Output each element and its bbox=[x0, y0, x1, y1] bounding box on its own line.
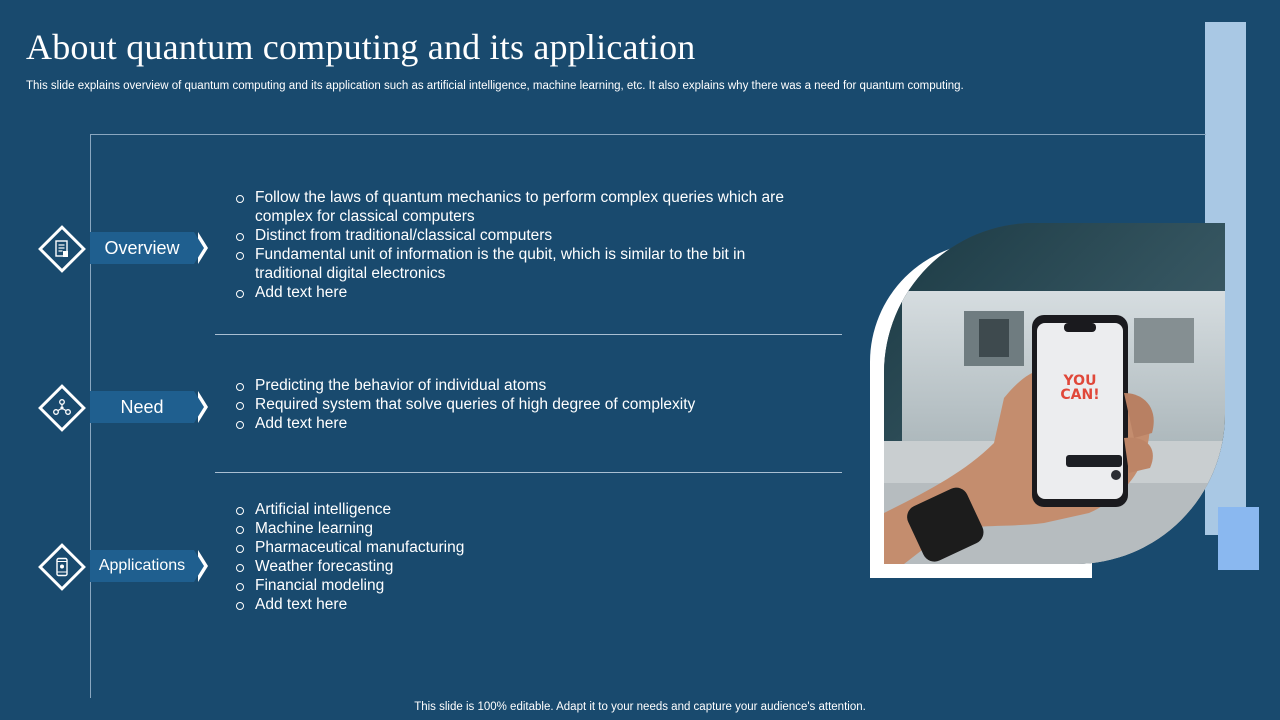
list-item: Artificial intelligence bbox=[235, 500, 815, 519]
applications-label bbox=[90, 550, 194, 582]
network-icon bbox=[52, 398, 72, 418]
list-item: Distinct from traditional/classical computers bbox=[235, 226, 815, 245]
phone-screen-text-line1: YOU bbox=[1063, 373, 1097, 389]
decorative-square bbox=[1218, 507, 1259, 570]
list-item: Pharmaceutical manufacturing bbox=[235, 538, 815, 557]
hand-holding-phone-photo bbox=[884, 223, 1225, 564]
list-item: Follow the laws of quantum mechanics to perform complex queries which are complex for classical computers bbox=[235, 188, 815, 226]
section-divider bbox=[215, 334, 842, 335]
section-divider bbox=[215, 472, 842, 473]
slide-subtitle: This slide explains overview of quantum computing and its application such as artificial intelligence, machine learning, etc. It also explains why there was a need for quantum computing. bbox=[26, 80, 964, 92]
list-item: Fundamental unit of information is the qubit, which is similar to the bit in traditional digital electronics bbox=[235, 245, 815, 283]
applications-bullet-list bbox=[235, 500, 815, 614]
list-item: Machine learning bbox=[235, 519, 815, 538]
list-item: Predicting the behavior of individual atoms bbox=[235, 376, 815, 395]
list-item: Add text here bbox=[235, 414, 815, 433]
list-item: Weather forecasting bbox=[235, 557, 815, 576]
mobile-device-icon bbox=[52, 557, 72, 577]
overview-label bbox=[90, 232, 194, 264]
list-item: Add text here bbox=[235, 283, 815, 302]
footer-note: This slide is 100% editable. Adapt it to your needs and capture your audience's attention. bbox=[414, 701, 866, 713]
overview-label-text: Overview bbox=[104, 237, 180, 258]
photo-illustration bbox=[884, 223, 1225, 564]
slide-title: About quantum computing and its application bbox=[26, 27, 696, 67]
need-bullet-list bbox=[235, 376, 815, 433]
overview-bullet-list bbox=[235, 188, 815, 302]
document-icon bbox=[52, 239, 72, 259]
need-label-text: Need bbox=[120, 396, 164, 417]
phone-screen-text-line2: CAN! bbox=[1060, 387, 1100, 403]
list-item: Financial modeling bbox=[235, 576, 815, 595]
need-label bbox=[90, 391, 194, 423]
applications-label-text: Applications bbox=[98, 557, 186, 574]
frame-line-top bbox=[90, 134, 1206, 135]
list-item: Required system that solve queries of high degree of complexity bbox=[235, 395, 815, 414]
list-item: Add text here bbox=[235, 595, 815, 614]
